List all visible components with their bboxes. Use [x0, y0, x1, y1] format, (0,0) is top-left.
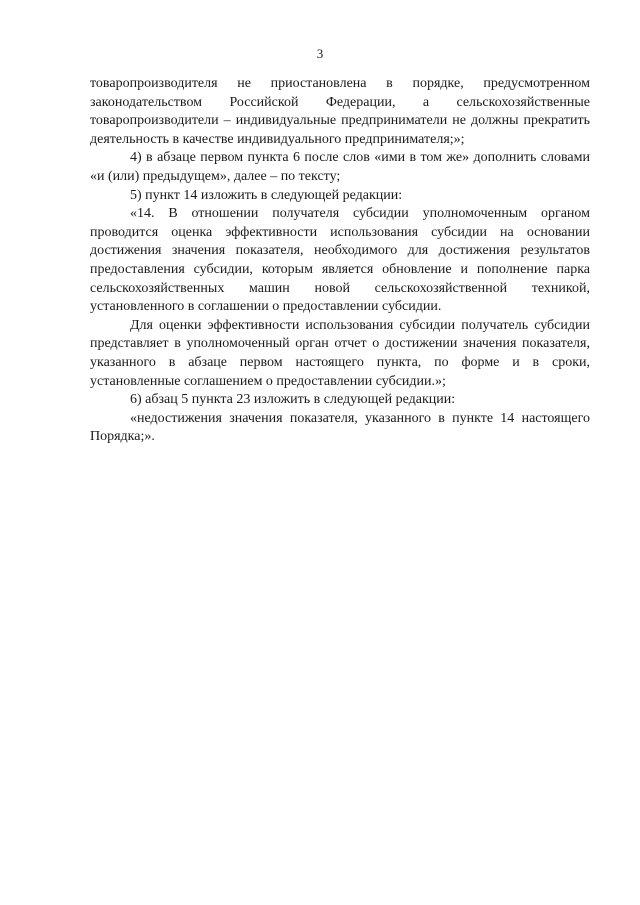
paragraph-point-14-second: Для оценки эффективности использования субсидии получатель субсидии представляет в уполномоченный орган отчет о достижении значения показателя, указанного в абзаце первом настоящего пункта, по форме и в сроки, установленные соглашением о предоставлении субсидии.»; [90, 317, 590, 389]
paragraph-point-23-text: «недостижения значения показателя, указанного в пункте 14 настоящего Порядка;». [90, 410, 590, 445]
page-number: 3 [316, 46, 324, 61]
paragraph-item-4: 4) в абзаце первом пункта 6 после слов «ими в том же» дополнить словами «и (или) предыдущем», далее – по тексту; [90, 150, 590, 184]
paragraph-item-5: 5) пункт 14 изложить в следующей редакции: [130, 187, 403, 203]
paragraph-item-6: 6) абзац 5 пункта 23 изложить в следующей редакции: [130, 392, 456, 408]
document-body [90, 75, 590, 447]
paragraph-continuation: товаропроизводителя не приостановлена в порядке, предусмотренном законодательством Российской Федерации, а сельскохозяйственные товаропроизводители – индивидуальные предприниматели не должны прекратить деятельность в качестве индивидуального предпринимателя;»; [90, 76, 590, 147]
paragraph-point-14: «14. В отношении получателя субсидии уполномоченным органом проводится оценка эффективности использования субсидии на основании достижения значения показателя, необходимого для достижения результатов предоставления субсидии, которым является обновление и пополнение парка сельскохозяйственных машин новой сельскохозяйственной техникой, установленного в соглашении о предоставлении субсидии. [90, 206, 590, 315]
